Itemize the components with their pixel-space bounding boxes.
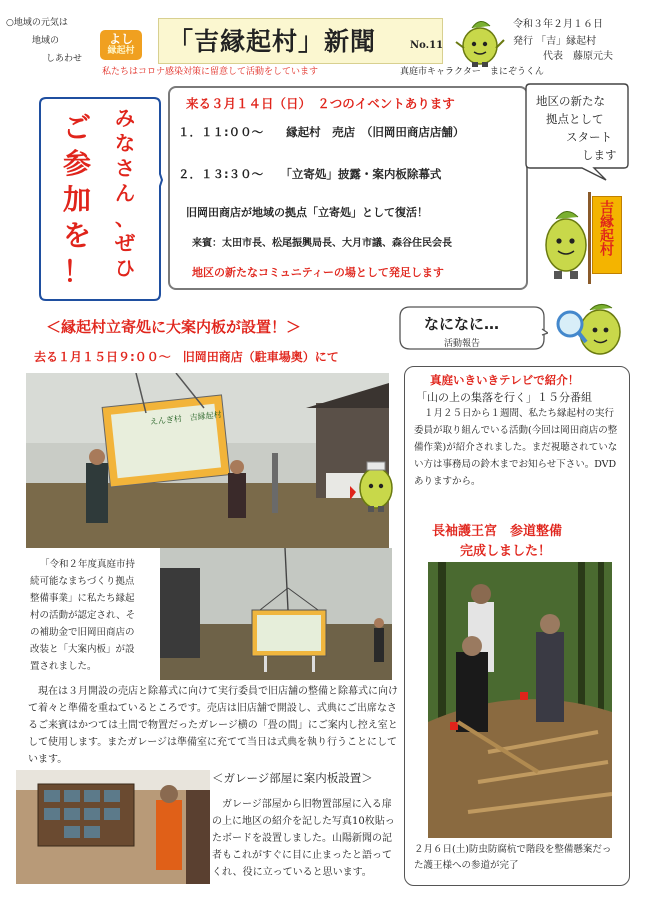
col-text-line: 村の活動が認定され、そ <box>30 610 136 621</box>
event-guests: 来賓：太田市長、松尾振興局長、大月市議、森谷住民会長 <box>192 238 452 249</box>
logo-line: よし <box>108 32 133 46</box>
speech-line: スタート <box>566 130 612 144</box>
left-article-subtitle: 去る１月１５日９:００～ 旧岡田商店（駐車場奥）にて <box>34 350 339 364</box>
left-article-body: 現在は３月開設の売店と除幕式に向けて実行委員で旧店舗の整備と除幕式に向けて着々と準備を重ねているところです。売店は旧店舗で開設し、式典にご出席なさるご来賓はかつては土間で物置だったガレージ横の「畳の間」にご案内し控え室として使用します。またガレージは準備室に充てて当日は式典を執り行うことにしています。 <box>28 686 398 765</box>
event-box <box>168 86 528 290</box>
character-caption: 真庭市キャラクター まにぞうくん <box>400 67 544 77</box>
col-text-line: の補助金で旧岡田商店の <box>30 627 135 638</box>
speech-line: します <box>582 148 617 162</box>
event-footer: 地区の新たなコミュニティーの場として発足します <box>192 266 444 279</box>
garage-body: ガレージ部屋から旧物置部屋に入る扉の上に地区の紹介を記した写真10枚貼ったボードを設置しました。山陽新聞の記者もこれがすぐに目に止まったと語ってくれ、役に立っていると思います。 <box>212 799 395 878</box>
callout-char: ！ <box>62 255 91 288</box>
event-item-1: １．１１:００～ 縁起村 売店 （旧岡田商店店舗） <box>178 125 465 139</box>
event-heading: 来る３月１４日（日） ２つのイベントあります <box>186 96 455 111</box>
tv-program: 「山の上の集落を行く」１５分番組 <box>416 391 592 404</box>
shrine-caption: ２月６日(土)防虫防腐杭で階段を整備懸案だった護王様への参道が完了 <box>414 844 612 871</box>
callout-char: ん <box>115 181 135 205</box>
tv-body: １月２５日から１週間、私たち縁起村の実行委員が取り組んでいる活動(今回は岡田商店の整備作業)が紹介されました。まだ視聴されていない方は事務局の鈴木までお知らせ下さい。DVD ありますから。 <box>414 408 618 487</box>
event-item-2: ２．１３:３０～ 「立寄処」披露・案内板除幕式 <box>178 167 442 181</box>
tv-title: 真庭いきいきテレビで紹介！ <box>430 373 580 387</box>
callout-char: を <box>62 219 91 252</box>
callout-char: ぜ <box>115 231 135 255</box>
left-article-title: ＜縁起村立寄処に大案内板が設置！＞ <box>46 318 302 336</box>
mascot-magnifier-icon <box>554 300 630 362</box>
motto-line: ○地域の元気は <box>6 18 68 28</box>
mascot-megaphone-icon <box>350 458 402 514</box>
callout-col-right <box>112 106 138 281</box>
speech-bubble-text <box>536 92 626 164</box>
yoshi-logo <box>100 30 142 60</box>
banner-text: 吉縁起村 <box>598 200 614 256</box>
shrine-title-2: 完成しました！ <box>460 544 552 559</box>
nani-bubble-title: なになに… <box>424 315 500 333</box>
callout-char: 参 <box>62 147 91 180</box>
issue-number: No.11 <box>410 40 444 51</box>
nani-bubble-subtitle: 活動報告 <box>444 339 481 349</box>
signboard-text: えんぎ村 吉縁起村 <box>149 410 223 427</box>
speech-line: 地区の新たな <box>536 94 605 108</box>
motto-line: 地域の <box>32 36 60 46</box>
callout-char: 、 <box>115 206 135 230</box>
covid-notice: 私たちはコロナ感染対策に留意して活動をしています <box>102 67 319 77</box>
photo-signboard-install <box>26 373 389 548</box>
callout-col-left <box>60 110 94 290</box>
col-text-line: 改装と「大案内板」が設 <box>30 644 135 655</box>
photo-garage-board <box>16 770 210 884</box>
left-article-col-text <box>30 556 160 675</box>
motto <box>6 14 96 68</box>
shrine-title-1: 長袖護王宮 参道整備 <box>432 524 563 539</box>
motto-line: しあわせ <box>46 54 83 64</box>
mascot-icon <box>540 205 592 283</box>
col-text-line: 「令和２年度真庭市持 <box>40 559 136 570</box>
photo-signboard-finished <box>160 548 392 680</box>
garage-title: ＜ガレージ部屋に案内板設置＞ <box>212 771 373 785</box>
callout-char: な <box>115 131 135 155</box>
col-text-line: 置されました。 <box>30 661 97 672</box>
mascot-icon <box>452 16 508 68</box>
col-text-line: 整備事業」に私たち縁起 <box>30 593 135 604</box>
callout-char: 加 <box>62 183 91 216</box>
page-title: 「吉縁起村」新聞 <box>168 27 377 56</box>
col-text-line: 続可能なまちづくり拠点 <box>30 576 135 587</box>
photo-shrine-path <box>428 562 612 838</box>
callout-char: ひ <box>115 256 135 280</box>
logo-line: 縁起村 <box>107 46 135 56</box>
event-line-3: 旧岡田商店が地域の拠点「立寄処」として復活！ <box>186 206 428 219</box>
speech-line: 拠点として <box>546 112 604 126</box>
issue-date: 令和３年２月１６日 <box>513 19 603 30</box>
callout-char: ご <box>62 111 91 144</box>
callout-char: み <box>115 106 135 130</box>
representative: 代表 藤原元夫 <box>543 51 613 62</box>
callout-char: さ <box>115 156 135 180</box>
callout-frame <box>38 94 163 304</box>
publisher: 発行 「吉」縁起村 <box>513 36 597 47</box>
